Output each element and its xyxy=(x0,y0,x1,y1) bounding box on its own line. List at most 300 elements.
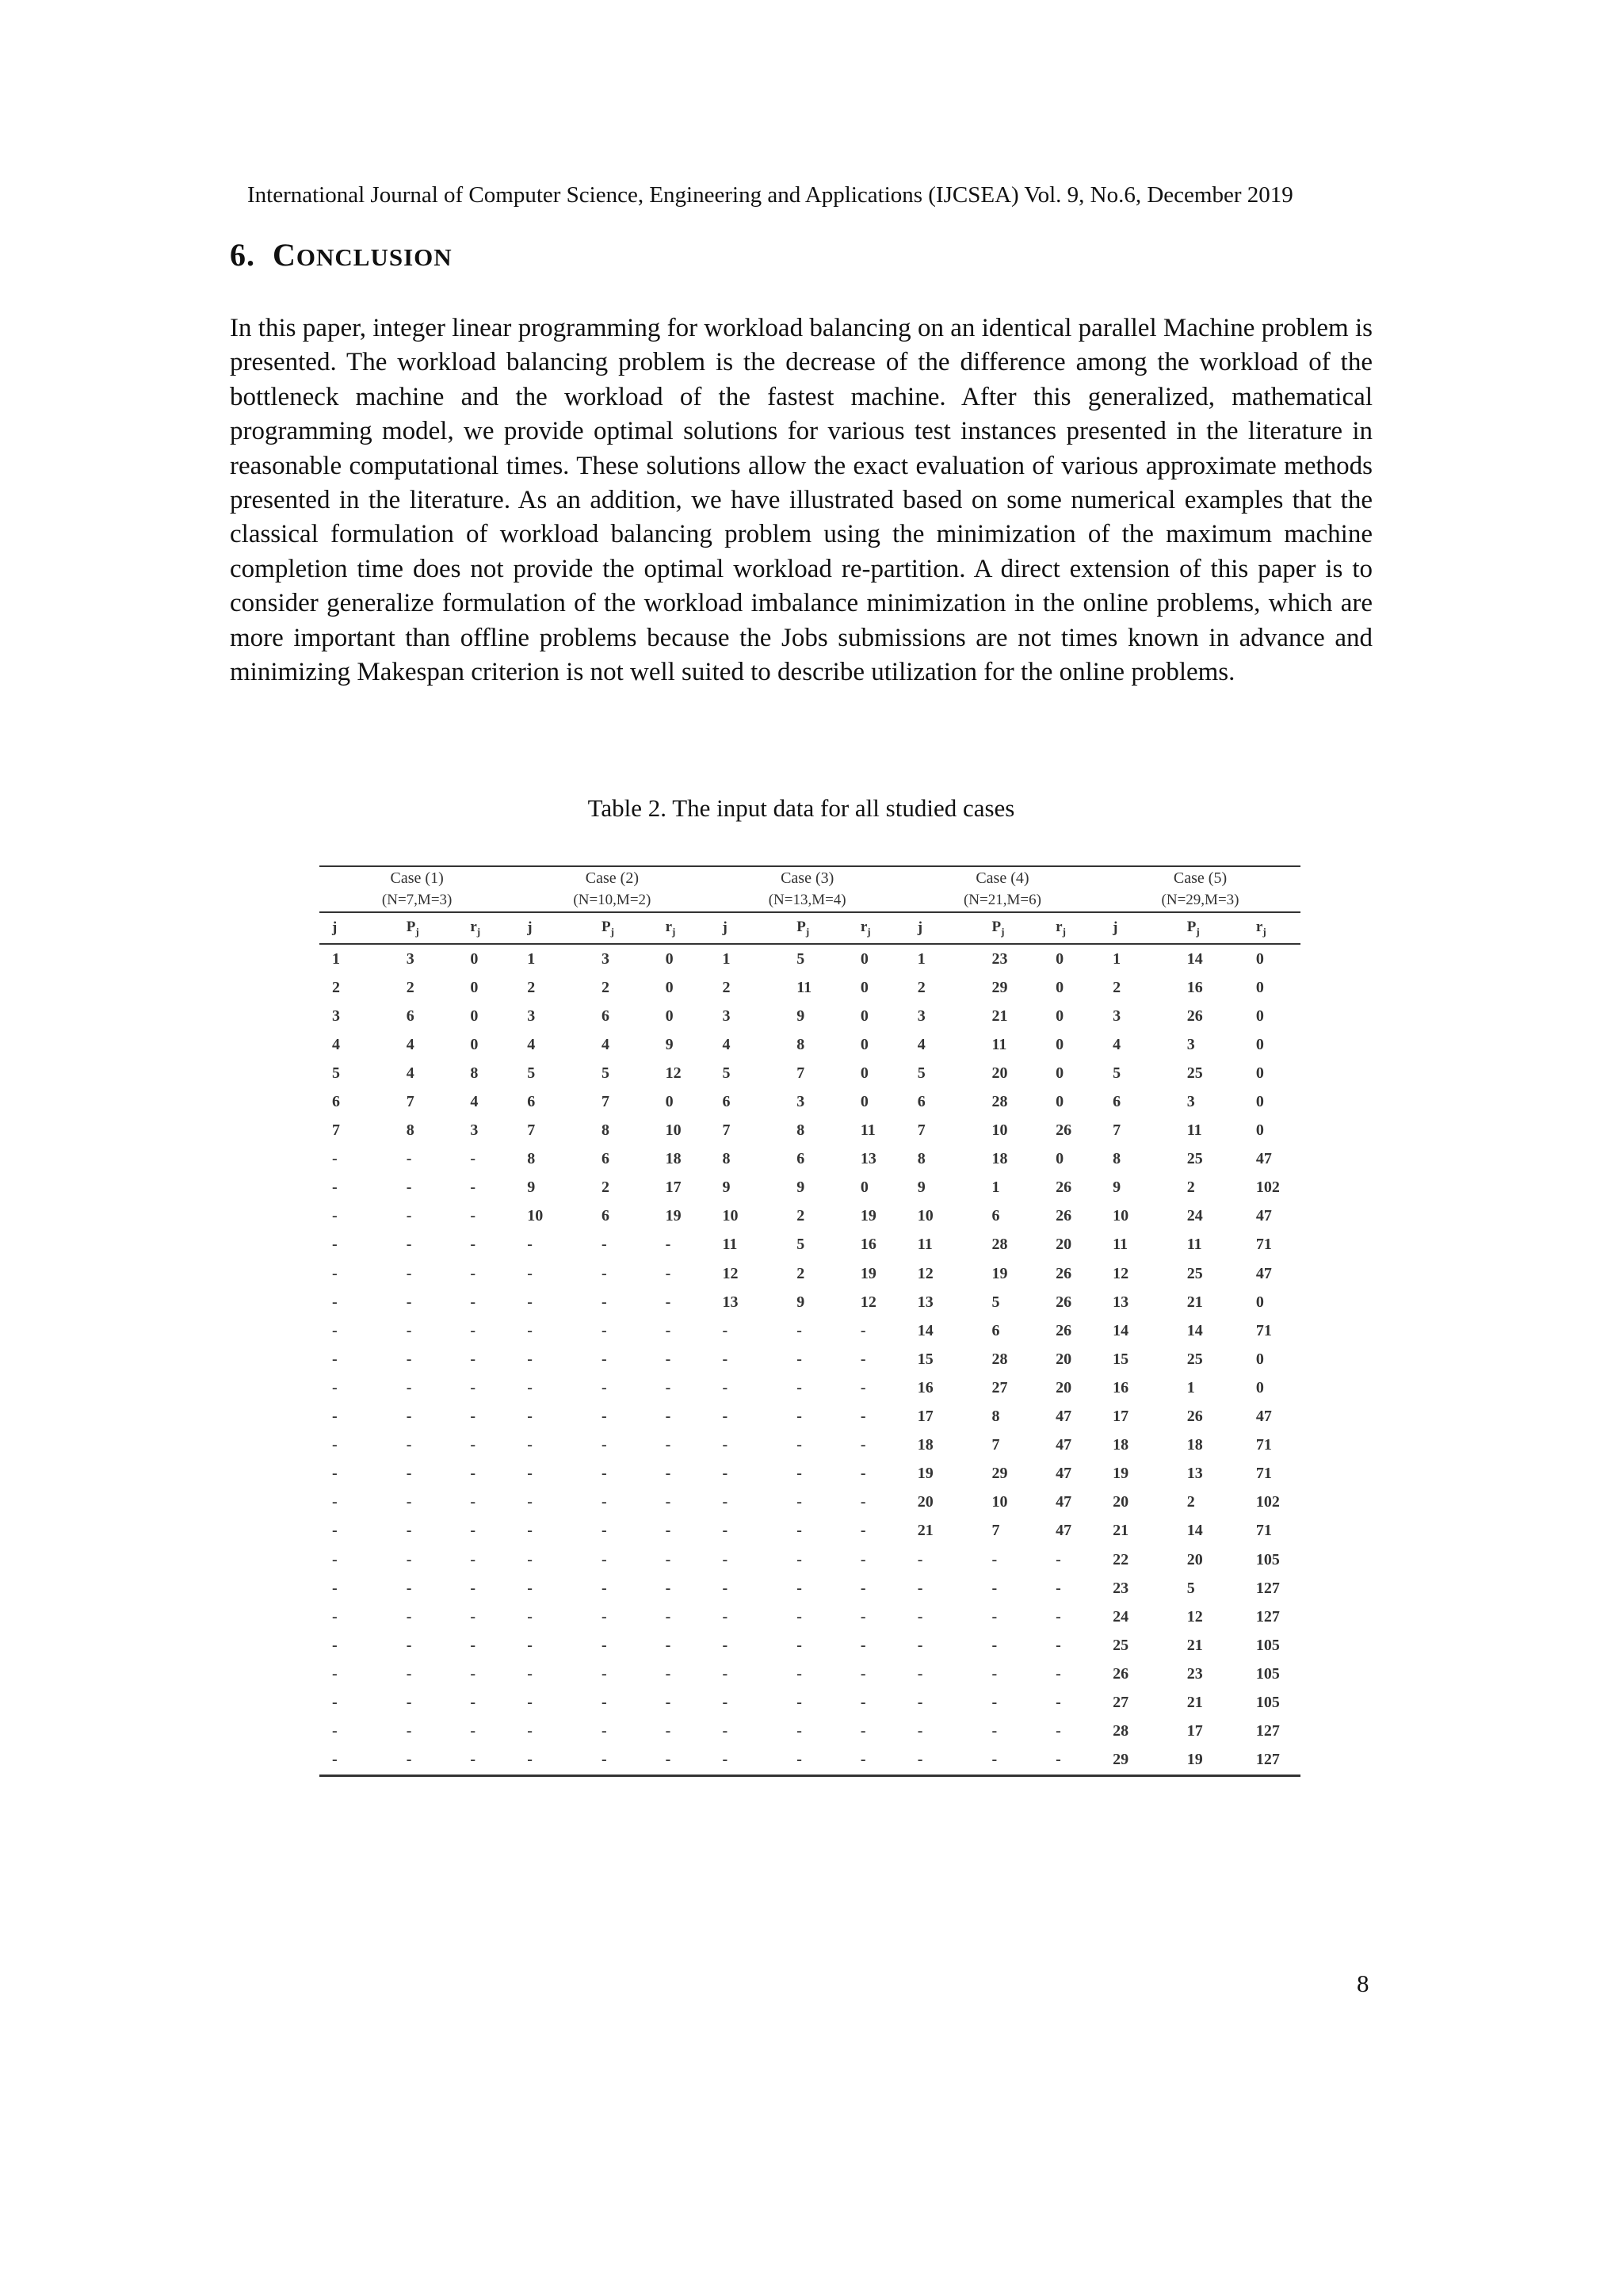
table-cell: 6 xyxy=(991,1321,1000,1339)
table-cell: - xyxy=(665,1350,671,1368)
table-cell: 5 xyxy=(917,1064,926,1082)
table-row xyxy=(319,1174,1300,1202)
table-cell: 2 xyxy=(527,978,536,996)
table-cell: - xyxy=(665,1264,671,1282)
table-cell: - xyxy=(1056,1636,1061,1654)
table-cell: 5 xyxy=(722,1064,731,1082)
table-cell: 15 xyxy=(1113,1350,1129,1368)
table-cell: 5 xyxy=(1113,1064,1121,1082)
table-row xyxy=(319,1746,1300,1776)
table-cell: 6 xyxy=(991,1207,1000,1225)
table-cell: - xyxy=(917,1693,923,1711)
table-cell: 0 xyxy=(470,978,479,996)
table-cell: - xyxy=(470,1236,475,1254)
column-label-subscript: j xyxy=(867,925,871,938)
table-cell: - xyxy=(1056,1722,1061,1740)
table-cell: 7 xyxy=(917,1121,926,1140)
table-cell: 13 xyxy=(1186,1465,1203,1483)
table-cell: - xyxy=(470,1293,475,1311)
table-cell: - xyxy=(860,1436,866,1454)
table-cell: - xyxy=(514,1746,589,1776)
table-cell: 0 xyxy=(1056,1035,1064,1053)
table-row xyxy=(319,1488,1300,1517)
table-cell: 2 xyxy=(332,978,340,996)
table-cell: - xyxy=(332,1293,338,1311)
table-cell: - xyxy=(601,1693,607,1711)
table-cell: - xyxy=(653,1746,710,1776)
table-cell: - xyxy=(470,1664,475,1683)
table-cell: - xyxy=(796,1408,802,1426)
table-cell: 26 xyxy=(1056,1264,1072,1282)
table-cell: 4 xyxy=(527,1035,536,1053)
table-cell: 6 xyxy=(917,1093,926,1111)
table-cell: - xyxy=(332,1150,338,1168)
table-cell: 25 xyxy=(1186,1150,1203,1168)
table-cell: 0 xyxy=(1255,1350,1264,1368)
table-cell: 6 xyxy=(601,1150,609,1168)
table-cell: - xyxy=(527,1579,533,1597)
table-cell: 13 xyxy=(860,1150,876,1168)
table-cell: - xyxy=(665,1607,671,1626)
table-cell: - xyxy=(332,1522,338,1540)
table-cell: 11 xyxy=(1186,1236,1202,1254)
table-cell: 17 xyxy=(1113,1408,1129,1426)
table-cell: - xyxy=(601,1664,607,1683)
column-label-subscript: j xyxy=(1262,925,1266,938)
table-cell: 21 xyxy=(1186,1636,1203,1654)
table-cell: 12 xyxy=(722,1264,739,1282)
table-cell: - xyxy=(665,1408,671,1426)
table-cell: - xyxy=(332,1236,338,1254)
table-cell: 9 xyxy=(665,1035,674,1053)
table-cell: 10 xyxy=(527,1207,544,1225)
table-cell: - xyxy=(470,1436,475,1454)
column-label-text: r xyxy=(860,918,868,935)
table-cell: - xyxy=(470,1350,475,1368)
table-cell: 2 xyxy=(722,978,731,996)
table-cell: 4 xyxy=(601,1035,609,1053)
table-cell: 0 xyxy=(470,949,479,968)
table-cell: - xyxy=(860,1693,866,1711)
table-cell: - xyxy=(601,1607,607,1626)
table-cell: - xyxy=(991,1579,998,1597)
column-label-header xyxy=(784,912,848,944)
table-cell: 4 xyxy=(470,1093,479,1111)
table-cell: 6 xyxy=(601,1207,609,1225)
page-number: 8 xyxy=(1357,1969,1369,1997)
table-cell: - xyxy=(796,1550,802,1568)
table-cell: 6 xyxy=(1113,1093,1121,1111)
table-cell: - xyxy=(860,1465,866,1483)
table-cell: 11 xyxy=(796,978,812,996)
table-cell: - xyxy=(332,1264,338,1282)
table-cell: 6 xyxy=(601,1007,609,1025)
table-cell: - xyxy=(991,1550,998,1568)
table-cell: 14 xyxy=(917,1321,934,1339)
column-label-header xyxy=(1174,912,1243,944)
table-cell: 4 xyxy=(332,1035,340,1053)
table-cell: 102 xyxy=(1255,1493,1280,1511)
table-cell: 7 xyxy=(1113,1121,1121,1140)
table-cell: - xyxy=(527,1321,533,1339)
case-name-header: Case (4) xyxy=(905,866,1100,889)
table-cell: 11 xyxy=(1113,1236,1128,1254)
column-label-text: P xyxy=(406,918,416,935)
table-cell: 4 xyxy=(917,1035,926,1053)
table-cell: - xyxy=(796,1607,802,1626)
table-cell: 19 xyxy=(917,1465,934,1483)
case-params-header: (N=29,M=3) xyxy=(1161,892,1239,908)
table-cell: 19 xyxy=(1113,1465,1129,1483)
table-cell: 23 xyxy=(991,949,1008,968)
table-cell: 24 xyxy=(1186,1207,1203,1225)
table-cell: 6 xyxy=(796,1150,805,1168)
table-cell: 8 xyxy=(917,1150,926,1168)
table-cell: 2 xyxy=(1186,1493,1195,1511)
table-cell: - xyxy=(796,1664,802,1683)
table-cell: - xyxy=(406,1607,412,1626)
table-cell: - xyxy=(332,1636,338,1654)
table-row xyxy=(319,1460,1300,1488)
table-cell: 21 xyxy=(1113,1522,1129,1540)
table-cell: - xyxy=(601,1264,607,1282)
table-cell: 71 xyxy=(1255,1522,1272,1540)
table-cell: 12 xyxy=(917,1264,934,1282)
table-caption: Table 2. The input data for all studied cases xyxy=(587,794,1015,822)
table-cell: 20 xyxy=(1113,1493,1129,1511)
table-cell: 19 xyxy=(1174,1746,1243,1776)
table-cell: - xyxy=(332,1350,338,1368)
table-cell: - xyxy=(1056,1579,1061,1597)
table-cell: 16 xyxy=(917,1378,934,1396)
table-cell: - xyxy=(860,1321,866,1339)
table-cell: 7 xyxy=(527,1121,536,1140)
column-label-text: r xyxy=(665,918,673,935)
table-cell: - xyxy=(722,1722,728,1740)
column-label-header xyxy=(710,912,785,944)
table-cell: - xyxy=(470,1264,475,1282)
table-cell: - xyxy=(722,1493,728,1511)
table-cell: 0 xyxy=(1255,1007,1264,1025)
table-cell: - xyxy=(332,1664,338,1683)
table-cell: 8 xyxy=(991,1408,1000,1426)
column-label-header xyxy=(319,912,394,944)
case-params-header: (N=7,M=3) xyxy=(381,892,453,908)
table-cell: 27 xyxy=(1113,1693,1129,1711)
table-cell: - xyxy=(527,1664,533,1683)
table-cell: - xyxy=(527,1436,533,1454)
case-name-header: Case (2) xyxy=(514,866,709,889)
table-row xyxy=(319,1403,1300,1431)
column-label-text: r xyxy=(470,918,477,935)
table-cell: 0 xyxy=(860,949,869,968)
table-cell: - xyxy=(601,1465,607,1483)
table-cell: 29 xyxy=(1100,1746,1174,1776)
table-cell: - xyxy=(406,1550,412,1568)
table-cell: 10 xyxy=(991,1121,1008,1140)
case-name-header: Case (1) xyxy=(319,866,514,889)
table-cell: 16 xyxy=(1113,1378,1129,1396)
table-cell: 21 xyxy=(917,1522,934,1540)
table-cell: - xyxy=(860,1350,866,1368)
table-cell: 17 xyxy=(1186,1722,1203,1740)
case-param-row xyxy=(319,889,1300,912)
table-cell: - xyxy=(991,1636,998,1654)
column-label-text: j xyxy=(722,919,727,936)
table-cell: - xyxy=(796,1493,802,1511)
table-cell: 26 xyxy=(1186,1007,1203,1025)
column-label-text: P xyxy=(796,918,806,935)
table-cell: 2 xyxy=(796,1264,805,1282)
table-row xyxy=(319,1145,1300,1174)
table-cell: 105 xyxy=(1255,1664,1280,1683)
table-cell: 9 xyxy=(527,1179,536,1197)
table-cell: 3 xyxy=(722,1007,731,1025)
column-label-text: j xyxy=(332,919,338,936)
table-cell: 0 xyxy=(665,978,674,996)
table-cell: - xyxy=(665,1465,671,1483)
running-header: International Journal of Computer Science, Engineering and Applications (IJCSEA) Vol. 9, No.6, December 2019 xyxy=(247,182,1293,208)
table-cell: 0 xyxy=(860,1093,869,1111)
table-cell: - xyxy=(470,1378,475,1396)
table-row xyxy=(319,1631,1300,1660)
table-cell: 3 xyxy=(796,1093,805,1111)
table-cell: 2 xyxy=(796,1207,805,1225)
table-cell: 0 xyxy=(1255,1064,1264,1082)
table-cell: 4 xyxy=(1113,1035,1121,1053)
case-name-header: Case (5) xyxy=(1100,866,1300,889)
case-params-header: (N=21,M=6) xyxy=(963,892,1041,908)
table-cell: - xyxy=(527,1236,533,1254)
table-cell: 6 xyxy=(332,1093,340,1111)
table-cell: - xyxy=(406,1408,412,1426)
case-params-header: (N=10,M=2) xyxy=(573,892,651,908)
table-cell: 21 xyxy=(1186,1693,1203,1711)
column-label-subscript: j xyxy=(610,925,614,938)
table-cell: - xyxy=(796,1636,802,1654)
table-cell: - xyxy=(796,1579,802,1597)
table-cell: 71 xyxy=(1255,1465,1272,1483)
table-cell: - xyxy=(527,1550,533,1568)
table-cell: - xyxy=(722,1350,728,1368)
table-cell: 10 xyxy=(1113,1207,1129,1225)
table-cell: 11 xyxy=(991,1035,1007,1053)
table-cell: - xyxy=(665,1293,671,1311)
table-cell: 71 xyxy=(1255,1436,1272,1454)
table-cell: 127 xyxy=(1255,1579,1280,1597)
table-row xyxy=(319,1688,1300,1717)
column-label-text: r xyxy=(1255,918,1263,935)
table-cell: - xyxy=(917,1722,923,1740)
table-cell: - xyxy=(665,1722,671,1740)
table-cell: - xyxy=(332,1607,338,1626)
table-cell: - xyxy=(784,1746,848,1776)
table-cell: 7 xyxy=(796,1064,805,1082)
table-cell: - xyxy=(406,1179,412,1197)
table-cell: - xyxy=(406,1350,412,1368)
table-cell: - xyxy=(601,1293,607,1311)
table-cell: - xyxy=(722,1579,728,1597)
table-cell: 4 xyxy=(722,1035,731,1053)
table-cell: 18 xyxy=(1113,1436,1129,1454)
column-label-text: P xyxy=(991,918,1002,935)
table-cell: 8 xyxy=(796,1121,805,1140)
table-cell: 0 xyxy=(470,1007,479,1025)
table-cell: 28 xyxy=(991,1093,1008,1111)
table-cell: - xyxy=(917,1664,923,1683)
table-cell: - xyxy=(917,1550,923,1568)
table-cell: - xyxy=(860,1378,866,1396)
table-cell: 0 xyxy=(1056,1150,1064,1168)
table-cell: 5 xyxy=(332,1064,340,1082)
column-label-text: j xyxy=(1113,919,1118,936)
table-cell: - xyxy=(1056,1550,1061,1568)
table-cell: 5 xyxy=(527,1064,536,1082)
table-cell: 9 xyxy=(1113,1179,1121,1197)
table-row xyxy=(319,944,1300,973)
table-cell: 3 xyxy=(601,949,609,968)
table-cell: 25 xyxy=(1186,1064,1203,1082)
table-cell: 7 xyxy=(406,1093,414,1111)
table-cell: - xyxy=(332,1378,338,1396)
table-cell: 14 xyxy=(1186,949,1203,968)
column-label-header xyxy=(589,912,653,944)
table-cell: - xyxy=(406,1579,412,1597)
table-row xyxy=(319,1202,1300,1231)
table-cell: - xyxy=(470,1607,475,1626)
table-cell: - xyxy=(406,1293,412,1311)
table-cell: - xyxy=(796,1522,802,1540)
table-row xyxy=(319,1030,1300,1059)
table-cell: 9 xyxy=(917,1179,926,1197)
table-cell: 7 xyxy=(991,1522,1000,1540)
table-cell: 16 xyxy=(1186,978,1203,996)
table-cell: - xyxy=(722,1664,728,1683)
table-cell: 0 xyxy=(470,1035,479,1053)
table-cell: 127 xyxy=(1255,1722,1280,1740)
table-cell: 23 xyxy=(1113,1579,1129,1597)
table-cell: - xyxy=(470,1207,475,1225)
table-cell: 8 xyxy=(601,1121,609,1140)
column-label-text: j xyxy=(527,919,533,936)
table-cell: 18 xyxy=(665,1150,682,1168)
table-cell: 25 xyxy=(1186,1350,1203,1368)
table-cell: - xyxy=(332,1693,338,1711)
column-label-subscript: j xyxy=(415,925,419,938)
table-cell: - xyxy=(319,1746,394,1776)
table-cell: 6 xyxy=(406,1007,414,1025)
table-cell: - xyxy=(406,1636,412,1654)
table-cell: - xyxy=(406,1522,412,1540)
table-cell: 16 xyxy=(860,1236,876,1254)
table-cell: - xyxy=(722,1693,728,1711)
table-cell: - xyxy=(665,1636,671,1654)
table-cell: - xyxy=(848,1746,905,1776)
table-cell: - xyxy=(332,1179,338,1197)
table-cell: - xyxy=(980,1746,1044,1776)
table-cell: 0 xyxy=(860,1179,869,1197)
column-label-subscript: j xyxy=(1196,925,1200,938)
table-cell: 21 xyxy=(1186,1293,1203,1311)
table-cell: 12 xyxy=(860,1293,876,1311)
table-cell: 47 xyxy=(1255,1264,1272,1282)
table-cell: - xyxy=(917,1579,923,1597)
table-cell: - xyxy=(527,1493,533,1511)
table-cell: - xyxy=(406,1493,412,1511)
table-cell: 26 xyxy=(1056,1121,1072,1140)
table-cell: 19 xyxy=(991,1264,1008,1282)
column-label-header xyxy=(653,912,710,944)
table-cell: 105 xyxy=(1255,1550,1280,1568)
table-cell: 8 xyxy=(1113,1150,1121,1168)
column-label-row xyxy=(319,912,1300,944)
input-data-table-container xyxy=(319,865,1300,1777)
table-cell: - xyxy=(722,1465,728,1483)
table-cell: 25 xyxy=(1186,1264,1203,1282)
table-cell: - xyxy=(601,1522,607,1540)
table-cell: 26 xyxy=(1186,1408,1203,1426)
table-cell: 17 xyxy=(917,1408,934,1426)
table-cell: - xyxy=(722,1378,728,1396)
table-cell: - xyxy=(796,1465,802,1483)
table-cell: 1 xyxy=(1113,949,1121,968)
table-cell: 17 xyxy=(665,1179,682,1197)
table-cell: - xyxy=(796,1436,802,1454)
table-cell: - xyxy=(470,1493,475,1511)
table-cell: 29 xyxy=(991,978,1008,996)
table-cell: 6 xyxy=(722,1093,731,1111)
table-cell: 105 xyxy=(1255,1693,1280,1711)
table-cell: 14 xyxy=(1113,1321,1129,1339)
table-row xyxy=(319,1603,1300,1631)
column-label-subscript: j xyxy=(1001,925,1005,938)
table-row xyxy=(319,1717,1300,1746)
table-cell: - xyxy=(796,1350,802,1368)
table-cell: - xyxy=(601,1493,607,1511)
table-cell: - xyxy=(665,1321,671,1339)
table-row xyxy=(319,1545,1300,1574)
table-cell: 13 xyxy=(1113,1293,1129,1311)
table-cell: 5 xyxy=(601,1064,609,1082)
table-cell: 127 xyxy=(1255,1607,1280,1626)
table-cell: - xyxy=(527,1693,533,1711)
table-cell: - xyxy=(406,1722,412,1740)
table-cell: 0 xyxy=(665,949,674,968)
table-cell: - xyxy=(601,1378,607,1396)
table-cell: - xyxy=(917,1607,923,1626)
table-cell: 1 xyxy=(722,949,731,968)
table-cell: 20 xyxy=(1186,1550,1203,1568)
table-cell: - xyxy=(796,1378,802,1396)
table-cell: 12 xyxy=(665,1064,682,1082)
conclusion-paragraph: In this paper, integer linear programming for workload balancing on an identical parallel Machine problem is presented. The workload balancing problem is the decrease of the difference among the workload of the bottleneck machine and the workload of the fastest machine. After this generalized, mathematical programming model, we provide optimal solutions for various test instances presented in the literature in reasonable computational times. These solutions allow the exact evaluation of various approximate methods presented in the literature. As an addition, we have illustrated based on some numerical examples that the classical formulation of workload balancing problem using the minimization of the maximum machine completion time does not provide the optimal workload re-partition. A direct extension of this paper is to consider generalize formulation of the workload imbalance minimization in the online problems, which are more important than offline problems because the Jobs submissions are not times known in advance and minimizing Makespan criterion is not well suited to describe utilization for the online problems. xyxy=(230,314,1373,687)
table-cell: 2 xyxy=(601,978,609,996)
table-cell: - xyxy=(601,1408,607,1426)
table-cell: 0 xyxy=(1056,1064,1064,1082)
table-cell: - xyxy=(905,1746,980,1776)
table-cell: - xyxy=(470,1550,475,1568)
table-cell: - xyxy=(796,1321,802,1339)
table-cell: 47 xyxy=(1056,1408,1072,1426)
table-cell: 10 xyxy=(917,1207,934,1225)
table-cell: - xyxy=(991,1664,998,1683)
table-cell: - xyxy=(665,1236,671,1254)
table-cell: 0 xyxy=(860,978,869,996)
table-cell: - xyxy=(470,1179,475,1197)
table-cell: - xyxy=(991,1607,998,1626)
table-cell: 9 xyxy=(796,1179,805,1197)
table-cell: 11 xyxy=(722,1236,738,1254)
